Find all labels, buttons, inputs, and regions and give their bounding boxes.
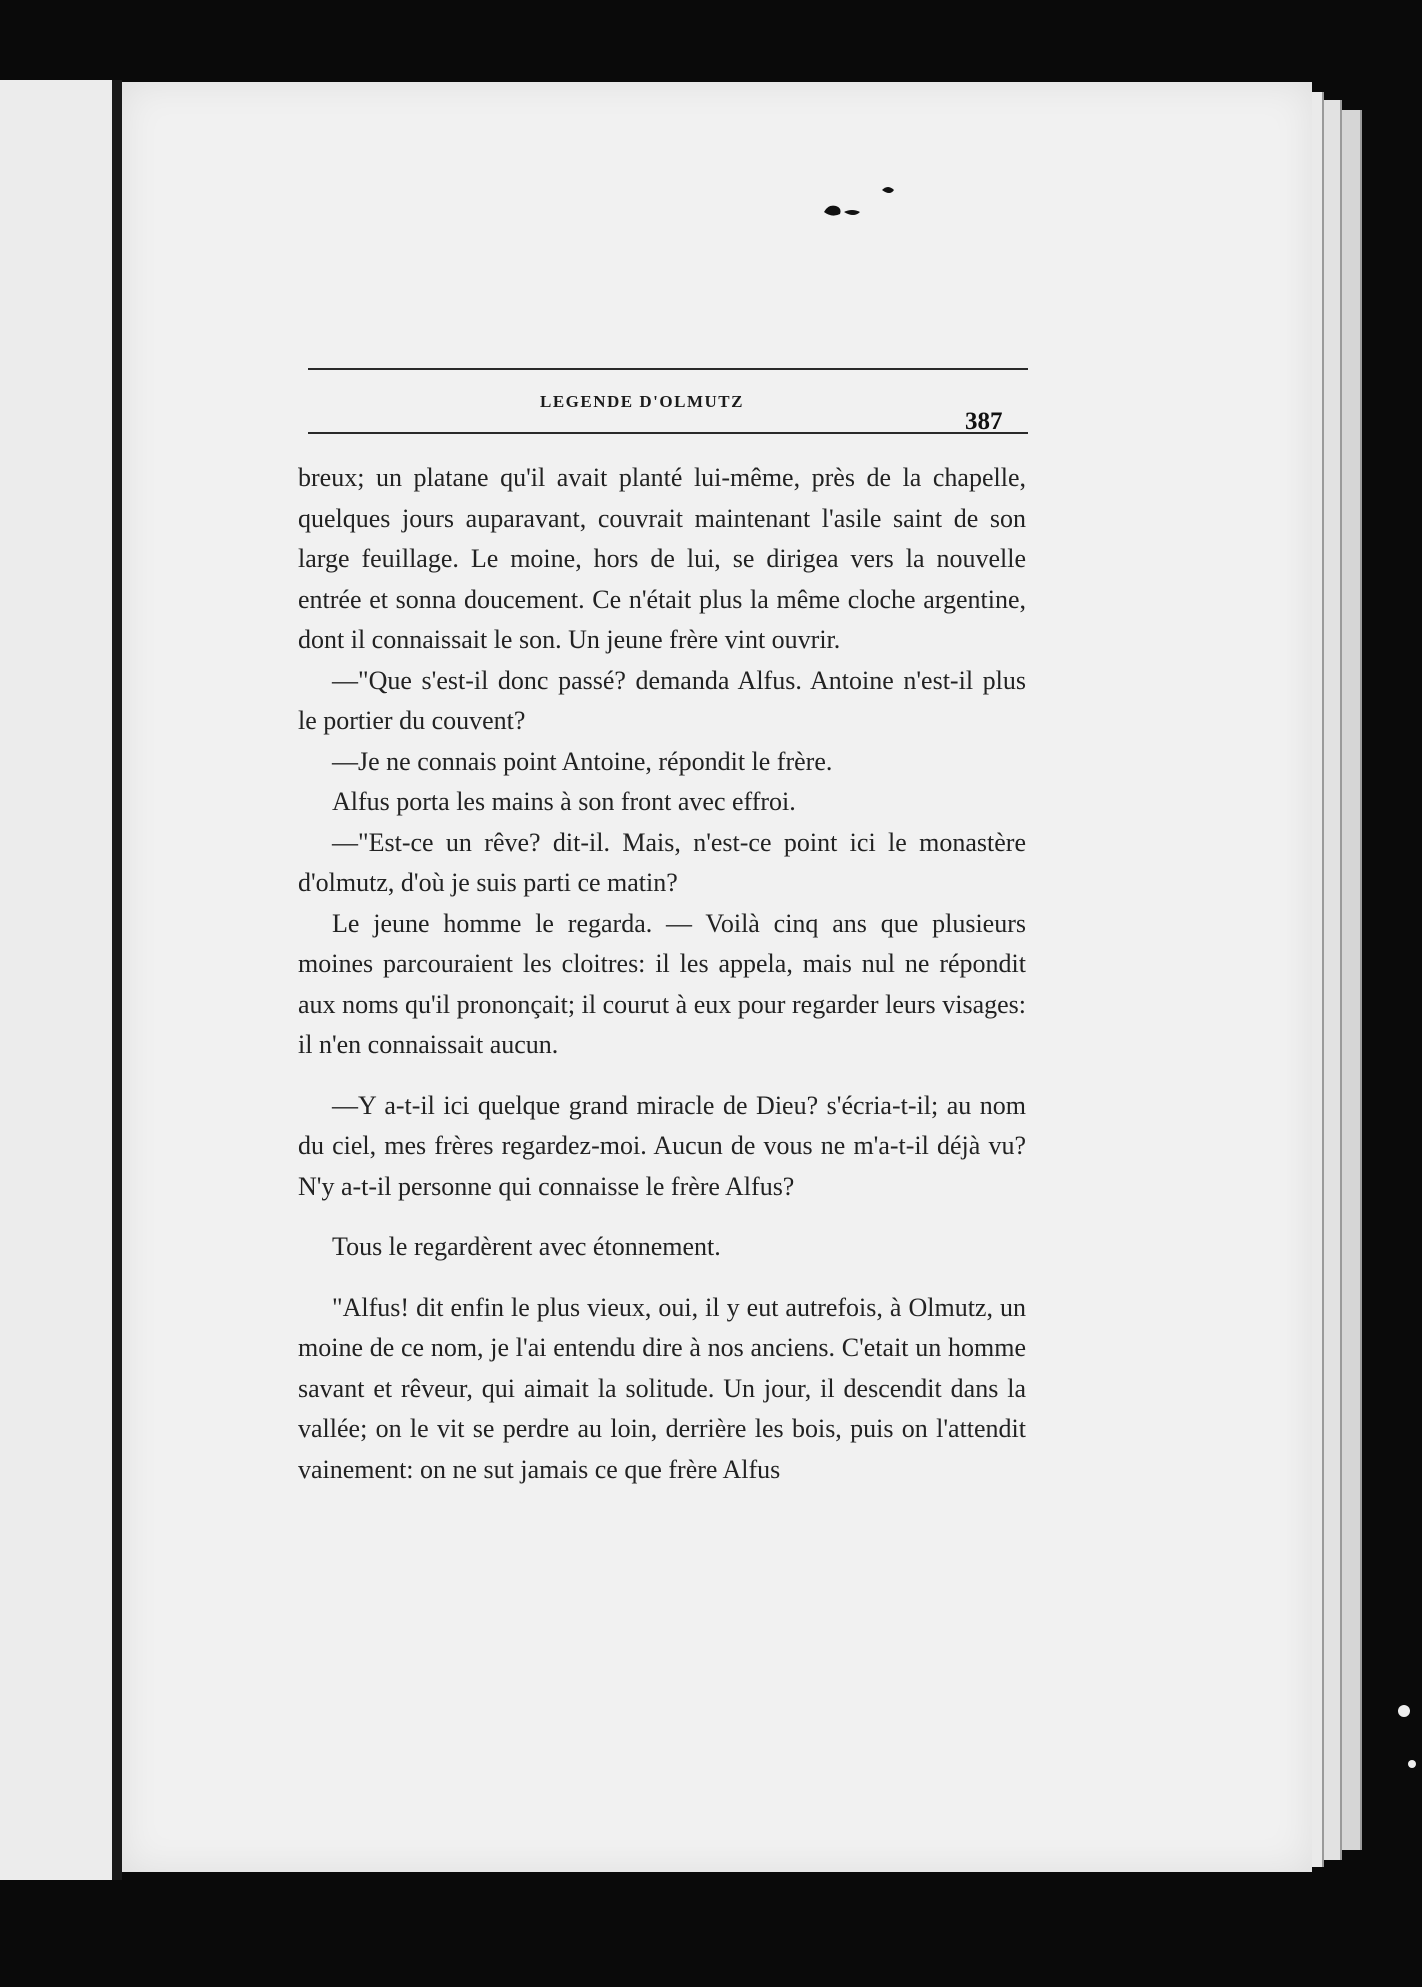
paragraph: Tous le regardèrent avec étonnement. xyxy=(332,1232,721,1261)
paragraph: —Je ne connais point Antoine, répondit le frère. xyxy=(332,746,833,776)
ink-blot-mark xyxy=(822,182,902,222)
paragraph: "Alfus! dit enfin le plus vieux, oui, il y eut autrefois, à Olmutz, un moine de ce nom, je l'ai entendu dire à nos anciens. C'etait un homme savant et rêveur, qui aimait la solitude. Un jour, il descendit dans la vallée; on le vit se perdre au loin, derrière les bois, puis on l'attendit vainement: on ne sut jamais ce que frère Alfus xyxy=(298,1292,1026,1484)
running-head-title: LEGENDE D'OLMUTZ xyxy=(540,392,744,411)
paragraph: breux; un platane qu'il avait planté lui-même, près de la chapelle, quelques jours auparavant, couvrait maintenant l'asile saint de son large feuillage. Le moine, hors de lui, se dirigea vers la nouvelle entrée et sonna doucement. Ce n'était plus la même cloche argentine, dont il connaissait le son. Un jeune frère vint ouvrir. xyxy=(298,463,1026,654)
paragraph: Alfus porta les mains à son front avec effroi. xyxy=(332,787,796,816)
dust-speck xyxy=(1398,1705,1410,1717)
paragraph: —"Est-ce un rêve? dit-il. Mais, n'est-ce point ici le monastère d'olmutz, d'où je suis parti ce matin? xyxy=(298,827,1026,897)
body-text xyxy=(298,458,1026,1490)
header-rule-top xyxy=(308,368,1028,370)
header-rule-bottom xyxy=(308,432,1028,434)
paragraph: Le jeune homme le regarda. — Voilà cinq ans que plusieurs moines parcouraient les cloitres: il les appela, mais nul ne répondit aux noms qu'il prononçait; il courut à eux pour regarder leurs visages: il n'en connaissait aucun. xyxy=(298,908,1026,1059)
paragraph: —"Que s'est-il donc passé? demanda Alfus. Antoine n'est-il plus le portier du couvent? xyxy=(298,665,1026,735)
paragraph: —Y a-t-il ici quelque grand miracle de Dieu? s'écria-t-il; au nom du ciel, mes frères regardez-moi. Aucun de vous ne m'a-t-il déjà vu? N'y a-t-il personne qui connaisse le frère Alfus? xyxy=(298,1090,1026,1201)
dust-speck xyxy=(1408,1760,1416,1768)
left-page-fragment xyxy=(0,80,122,1880)
page-number: 387 xyxy=(965,408,1003,435)
